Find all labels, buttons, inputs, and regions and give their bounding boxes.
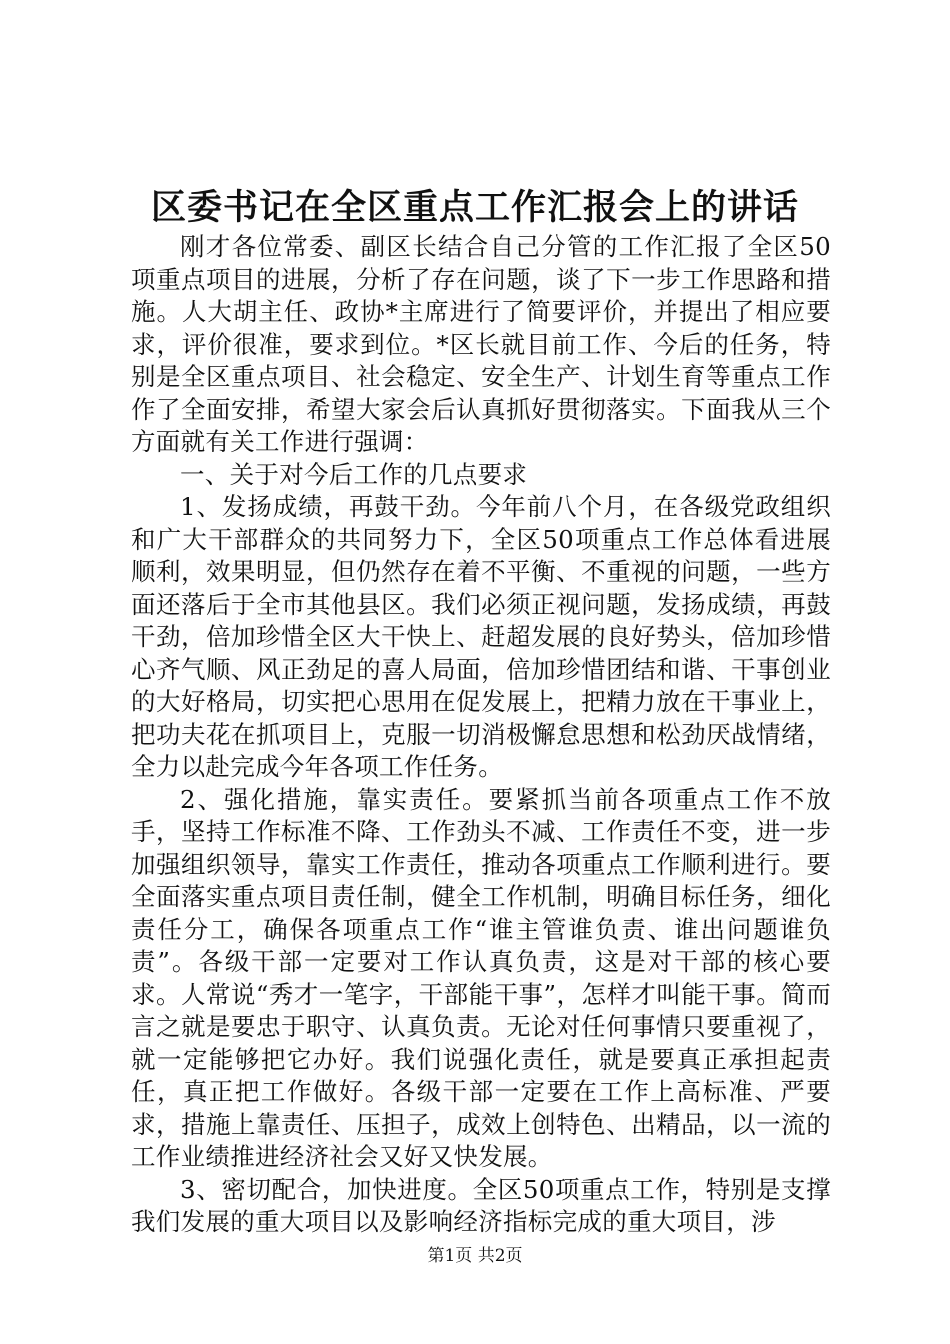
paragraph-point-1: 1、发扬成绩，再鼓干劲。今年前八个月，在各级党政组织和广大干部群众的共同努力下，全区50项重点工作总体看进展顺利，效果明显，但仍然存在着不平衡、不重视的问题，一些方面还落后于全市其他县区。我们必须正视问题，发扬成绩，再鼓干劲，倍加珍惜全区大干快上、赶超发展的良好势头，倍加珍惜心齐气顺、风正劲足的喜人局面，倍加珍惜团结和谐、干事创业的大好格局，切实把心思用在促发展上，把精力放在干事业上，把功夫花在抓项目上，克服一切消极懈怠思想和松劲厌战情绪，全力以赴完成今年各项工作任务。 [131, 492, 831, 781]
page-number-footer: 第1页 共2页 [427, 1246, 523, 1266]
paragraph-point-3: 3、密切配合，加快进度。全区50项重点工作，特别是支撑我们发展的重大项目以及影响经济指标完成的重大项目，涉 [131, 1174, 831, 1236]
section-heading-1: 一、关于对今后工作的几点要求 [180, 459, 528, 489]
paragraph-point-2: 2、强化措施，靠实责任。要紧抓当前各项重点工作不放手，坚持工作标准不降、工作劲头不减、工作责任不变，进一步加强组织领导，靠实工作责任，推动各项重点工作顺利进行。要全面落实重点项目责任制，健全工作机制，明确目标任务，细化责任分工，确保各项重点工作“谁主管谁负责、谁出问题谁负责”。各级干部一定要对工作认真负责，这是对干部的核心要求。人常说“秀才一笔字，干部能干事”，怎样才叫能干事。简而言之就是要忠于职守、认真负责。无论对任何事情只要重视了，就一定能够把它办好。我们说强化责任，就是要真正承担起责任，真正把工作做好。各级干部一定要在工作上高标准、严要求，措施上靠责任、压担子，成效上创特色、出精品，以一流的工作业绩推进经济社会又好又快发展。 [131, 784, 831, 1171]
document-body [131, 231, 831, 1239]
document-title: 区委书记在全区重点工作汇报会上的讲话 [150, 187, 799, 228]
paragraph-intro: 刚才各位常委、副区长结合自己分管的工作汇报了全区50项重点项目的进展，分析了存在问题，谈了下一步工作思路和措施。人大胡主任、政协*主席进行了简要评价，并提出了相应要求，评价很准，要求到位。*区长就目前工作、今后的任务，特别是全区重点项目、社会稳定、安全生产、计划生育等重点工作作了全面安排，希望大家会后认真抓好贯彻落实。下面我从三个方面就有关工作进行强调： [131, 232, 831, 456]
